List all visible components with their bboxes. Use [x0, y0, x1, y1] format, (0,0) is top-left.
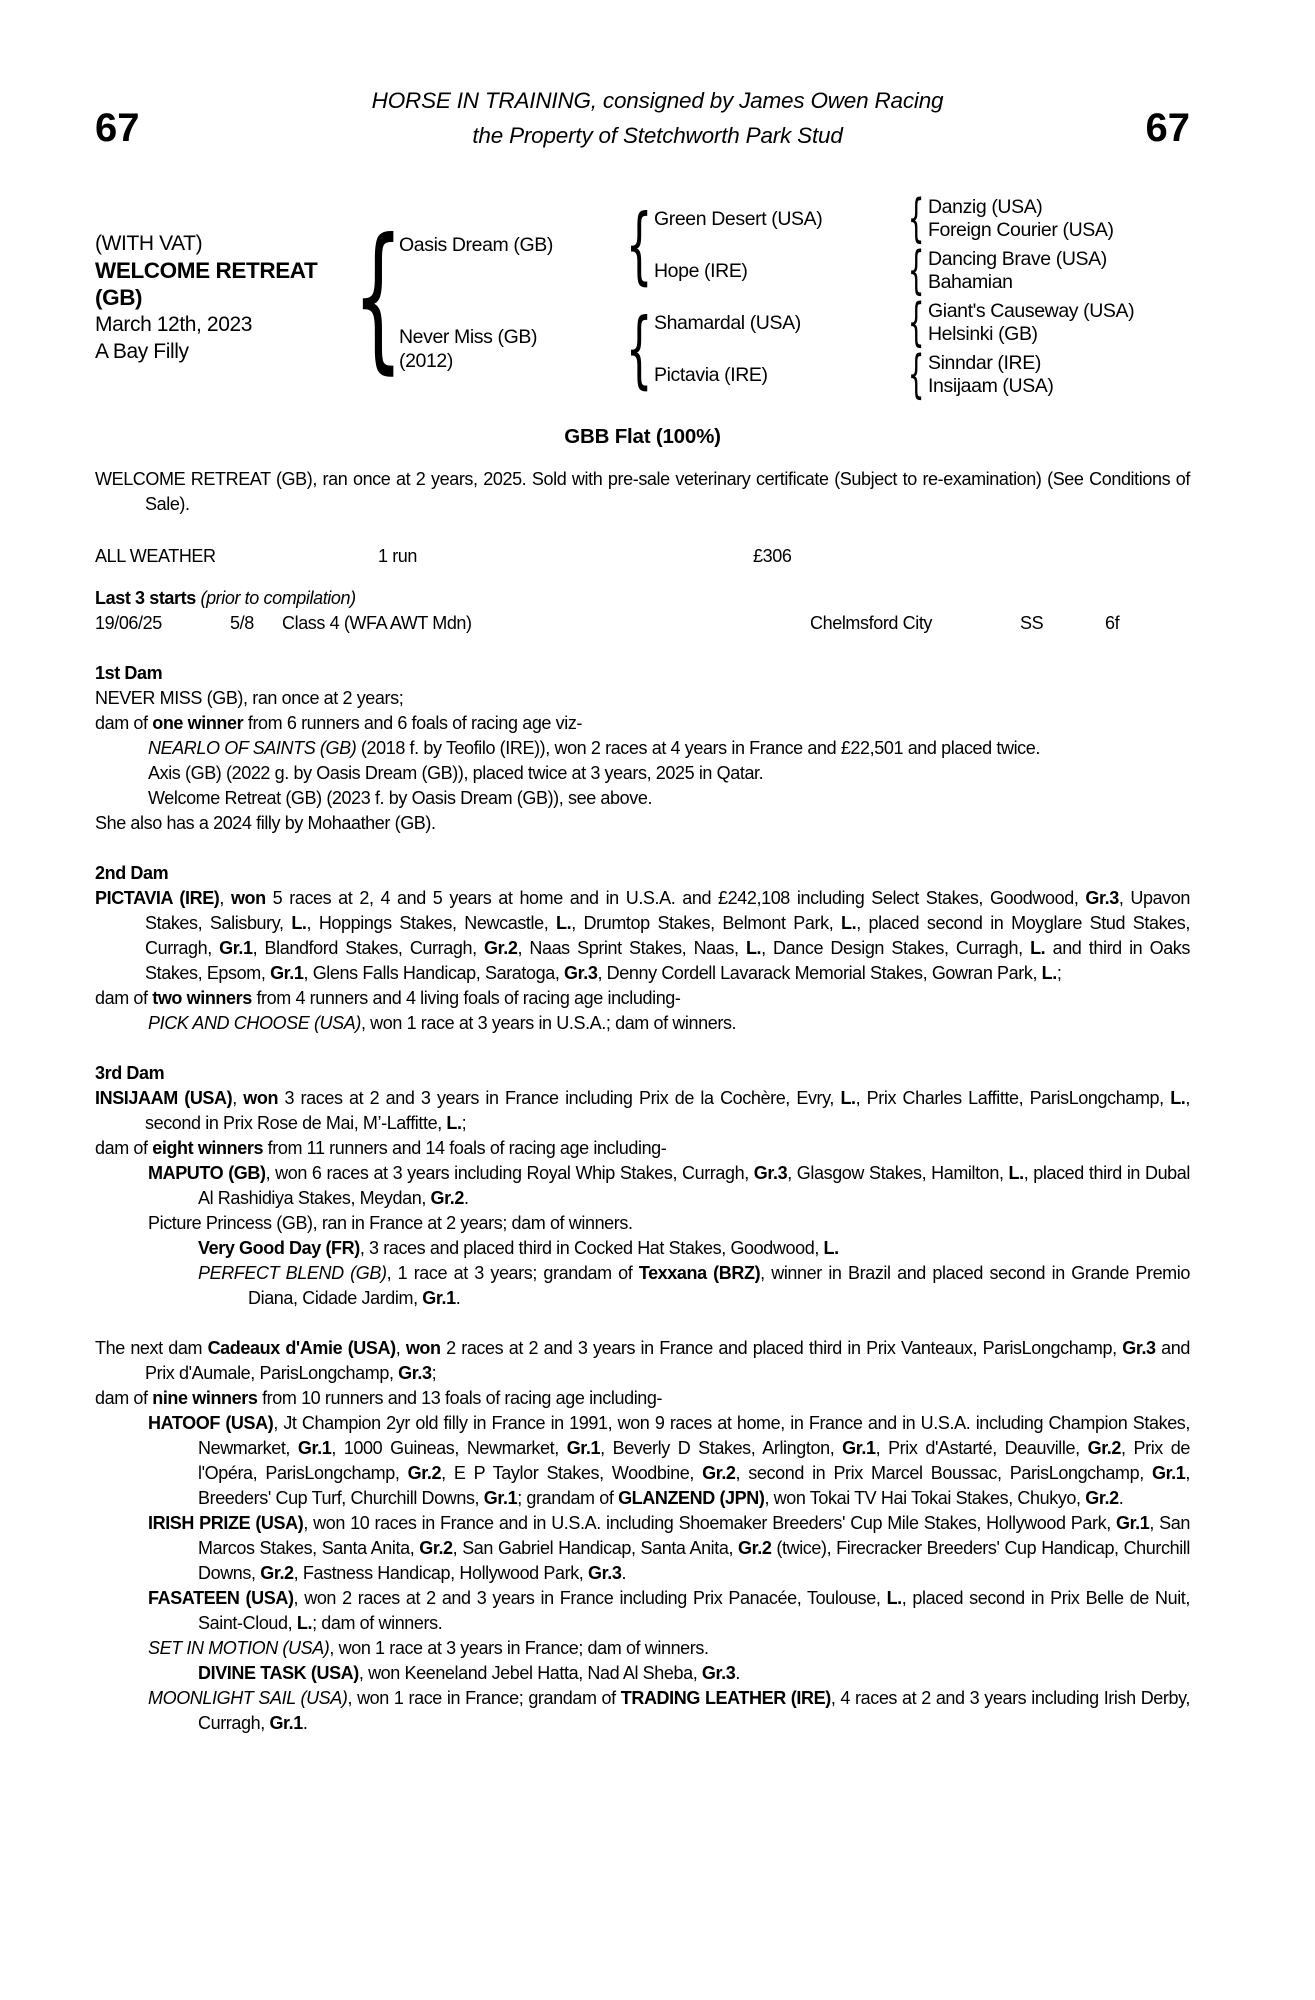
body-text: .	[735, 1663, 740, 1683]
emphasized-text: Gr.1	[1115, 1513, 1150, 1533]
emphasized-text: SET IN MOTION (USA)	[148, 1638, 330, 1658]
emphasized-text: Very Good Day (FR)	[198, 1238, 360, 1258]
pedigree-paragraph	[95, 1211, 1190, 1236]
pedigree-paragraph	[95, 1661, 1190, 1686]
body-text: 3 races at 2 and 3 years in France including Prix de la Cochère, Evry,	[278, 1088, 841, 1108]
emphasized-text: eight winners	[152, 1138, 264, 1158]
body-text: , San Gabriel Handicap, Santa Anita,	[452, 1538, 739, 1558]
body-text: , winner in Brazil and placed second in Grande Premio Diana, Cidade Jardim,	[248, 1263, 1190, 1308]
pedigree-paragraph	[95, 811, 1190, 836]
body-text: , won 6 races at 3 years including Royal Whip Stakes, Curragh,	[265, 1163, 754, 1183]
body-text: , 1000 Guineas, Newmarket,	[331, 1438, 567, 1458]
ancestor-name: Danzig (USA)	[928, 196, 1043, 218]
brace-icon: {	[907, 345, 925, 405]
body-text: ,	[395, 1338, 406, 1358]
body-text: , placed third in Dubal Al Rashidiya Stakes, Meydan,	[198, 1163, 1190, 1208]
body-text: ,	[232, 1088, 244, 1108]
body-text: , won Keeneland Jebel Hatta, Nad Al Sheba,	[358, 1663, 702, 1683]
ancestor-name: Giant's Causeway (USA)	[928, 300, 1135, 322]
ancestor-name: Bahamian	[928, 271, 1013, 293]
sire-name: Oasis Dream (GB)	[399, 234, 553, 256]
emphasized-text: Texxana (BRZ)	[638, 1263, 761, 1283]
dam-sire-branch	[654, 293, 1190, 353]
emphasized-text: nine winners	[152, 1388, 258, 1408]
race-going: SS	[1020, 613, 1044, 633]
emphasized-text: Gr.1	[269, 1713, 303, 1733]
emphasized-text: Gr.2	[430, 1188, 464, 1208]
brace-icon: {	[907, 241, 925, 301]
emphasized-text: INSIJAAM (USA)	[95, 1088, 233, 1108]
pedigree-paragraph	[95, 786, 1190, 811]
emphasized-text: Gr.2	[260, 1563, 294, 1583]
emphasized-text: NEARLO OF SAINTS (GB)	[148, 738, 357, 758]
pedigree-paragraph	[95, 1411, 1190, 1511]
emphasized-text: L.	[840, 1088, 856, 1108]
emphasized-text: IRISH PRIZE (USA)	[148, 1513, 304, 1533]
last-starts-heading	[95, 586, 1190, 611]
emphasized-text: Gr.3	[753, 1163, 788, 1183]
body-text: , Prix d'Astarté, Deauville,	[875, 1438, 1088, 1458]
emphasized-text: won	[243, 1088, 279, 1108]
body-text: The next dam	[95, 1338, 208, 1358]
foal-date: March 12th, 2023	[95, 312, 253, 336]
emphasized-text: TRADING LEATHER (IRE)	[620, 1688, 831, 1708]
body-text: , Beverly D Stakes, Arlington,	[600, 1438, 843, 1458]
race-course: Chelmsford City	[810, 613, 933, 633]
emphasized-text: one winner	[152, 713, 244, 733]
body-text: ; grandam of	[517, 1488, 619, 1508]
emphasized-text: Gr.2	[484, 938, 518, 958]
dam-section-heading: 2nd Dam	[95, 863, 169, 883]
body-text: ;	[431, 1363, 437, 1383]
emphasized-text: Gr.2	[1087, 1438, 1122, 1458]
sire-dam-name: Hope (IRE)	[654, 259, 748, 282]
body-text: 5 races at 2, 4 and 5 years at home and in U.S.A. and £242,108 including Select Stakes, Goodwood,	[265, 888, 1086, 908]
dam-sire-name: Shamardal (USA)	[654, 311, 801, 334]
brace-icon: {	[907, 189, 925, 249]
emphasized-text: Gr.3	[701, 1663, 736, 1683]
body-text: from 6 runners and 6 foals of racing age viz-	[243, 713, 583, 733]
emphasized-text: Gr.3	[1085, 888, 1119, 908]
prize-money: £306	[753, 546, 792, 566]
lot-number-right: 67	[1145, 106, 1190, 150]
body-text: from 11 runners and 14 foals of racing age including-	[263, 1138, 667, 1158]
race-start-row	[95, 611, 1190, 636]
body-text: , Upavon Stakes, Salisbury,	[145, 888, 1191, 933]
pedigree-paragraph	[95, 1386, 1190, 1411]
pedigree-paragraph	[95, 1011, 1190, 1036]
dam-branch	[399, 293, 1190, 405]
body-text: , Naas Sprint Stakes, Naas,	[517, 938, 746, 958]
earnings-row	[95, 544, 1190, 569]
body-text: , won 1 race at 3 years in France; dam of winners.	[329, 1638, 709, 1658]
body-text: , Jt Champion 2yr old filly in France in 1991, won 9 races at home, in France and in U.S.A. including Champion Stakes, Newmarket,	[198, 1413, 1191, 1458]
body-text: , 1 race at 3 years; grandam of	[386, 1263, 639, 1283]
pedigree-table	[95, 189, 1190, 405]
emphasized-text: Gr.1	[842, 1438, 876, 1458]
race-class: Class 4 (WFA AWT Mdn)	[282, 613, 472, 633]
emphasized-text: GLANZEND (JPN)	[618, 1488, 765, 1508]
body-text: , Breeders' Cup Turf, Churchill Downs,	[198, 1463, 1191, 1508]
pedigree-paragraph	[95, 1161, 1190, 1211]
dam-name-text: Never Miss (GB)	[399, 326, 538, 348]
pedigree-paragraph	[95, 1336, 1190, 1386]
brace-icon: {	[907, 293, 925, 353]
body-text: Picture Princess (GB), ran in France at 2 years; dam of winners.	[148, 1213, 633, 1233]
emphasized-text: Gr.3	[588, 1563, 622, 1583]
dam-sections	[95, 661, 1190, 1736]
body-text: from 4 runners and 4 living foals of racing age including-	[251, 988, 681, 1008]
emphasized-text: L.	[296, 1613, 313, 1633]
emphasized-text: PICK AND CHOOSE (USA)	[148, 1013, 361, 1033]
body-text: and third in Oaks Stakes, Epsom,	[145, 938, 1191, 983]
body-text: NEVER MISS (GB), ran once at 2 years;	[95, 688, 404, 708]
emphasized-text: Gr.1	[483, 1488, 518, 1508]
pedigree-paragraph	[95, 1636, 1190, 1661]
body-text: (twice), Firecracker Breeders' Cup Handicap, Churchill Downs,	[198, 1538, 1191, 1583]
dam-year: (2012)	[399, 350, 453, 372]
body-text: .	[1118, 1488, 1124, 1508]
body-text: , Glens Falls Handicap, Saratoga,	[303, 963, 565, 983]
body-text: .	[455, 1288, 461, 1308]
emphasized-text: Gr.2	[407, 1463, 442, 1483]
pedigree-paragraph	[95, 761, 1190, 786]
body-text: , 4 races at 2 and 3 years including Irish Derby, Curragh,	[198, 1688, 1190, 1733]
body-text: dam of	[95, 1138, 153, 1158]
ancestor-name: Insijaam (USA)	[928, 375, 1054, 397]
ancestor-name: Sinndar (IRE)	[928, 352, 1041, 374]
body-text: She also has a 2024 filly by Mohaather (GB).	[95, 813, 436, 833]
property-line: the Property of Stetchworth Park Stud	[472, 123, 843, 148]
emphasized-text: DIVINE TASK (USA)	[198, 1663, 359, 1683]
ancestor-name: Foreign Courier (USA)	[928, 219, 1114, 241]
emphasized-text: Gr.2	[419, 1538, 453, 1558]
emphasized-text: L.	[1041, 963, 1057, 983]
body-text: dam of	[95, 713, 153, 733]
body-text: ; dam of winners.	[312, 1613, 443, 1633]
body-text: , Fastness Handicap, Hollywood Park,	[293, 1563, 589, 1583]
body-text: , Glasgow Stakes, Hamilton,	[787, 1163, 1009, 1183]
emphasized-text: L.	[1008, 1163, 1024, 1183]
pedigree-paragraph	[95, 1236, 1190, 1261]
body-text: , E P Taylor Stakes, Woodbine,	[441, 1463, 703, 1483]
body-text: , Blandford Stakes, Curragh,	[252, 938, 484, 958]
last-starts-label: Last 3 starts	[95, 588, 196, 608]
emphasized-text: FASATEEN (USA)	[148, 1588, 294, 1608]
race-summary: WELCOME RETREAT (GB), ran once at 2 years, 2025. Sold with pre-sale veterinary certificate (Subject to re-examination) (See Conditions of Sale).	[95, 469, 1190, 514]
pedigree-paragraph	[95, 686, 1190, 711]
body-text: , Prix Charles Laffitte, ParisLongchamp,	[855, 1088, 1171, 1108]
ancestor-name: Dancing Brave (USA)	[928, 248, 1107, 270]
emphasized-text: two winners	[152, 988, 252, 1008]
emphasized-text: L.	[823, 1238, 839, 1258]
dam-section	[95, 861, 1190, 1036]
body-text: Axis (GB) (2022 g. by Oasis Dream (GB)), placed twice at 3 years, 2025 in Qatar.	[148, 763, 764, 783]
emphasized-text: Cadeaux d'Amie (USA)	[207, 1338, 396, 1358]
last-starts-note: (prior to compilation)	[200, 588, 356, 608]
dam-section	[95, 1061, 1190, 1311]
race-distance: 6f	[1105, 613, 1120, 633]
body-text: .	[621, 1563, 627, 1583]
body-text: ;	[1056, 963, 1062, 983]
body-text: , won 2 races at 2 and 3 years in France including Prix Panacée, Toulouse,	[293, 1588, 887, 1608]
brace-icon: {	[625, 300, 653, 398]
pedigree-paragraph	[95, 1086, 1190, 1136]
emphasized-text: Gr.3	[564, 963, 598, 983]
surface-label: ALL WEATHER	[95, 546, 216, 566]
body-text: , Prix de l'Opéra, ParisLongchamp,	[198, 1438, 1190, 1483]
race-position: 5/8	[230, 613, 254, 633]
consignor-line: HORSE IN TRAINING, consigned by James Owen Racing	[371, 88, 944, 113]
pedigree-paragraph	[95, 986, 1190, 1011]
horse-name: WELCOME RETREAT (GB)	[95, 257, 318, 310]
body-text: 2 races at 2 and 3 years in France and placed third in Prix Vanteaux, ParisLongchamp,	[440, 1338, 1123, 1358]
dam-section-heading: 1st Dam	[95, 663, 163, 683]
body-text: .	[302, 1713, 308, 1733]
emphasized-text: Gr.2	[702, 1463, 736, 1483]
body-text: Welcome Retreat (GB) (2023 f. by Oasis Dream (GB)), see above.	[148, 788, 653, 808]
pedigree-paragraph	[95, 711, 1190, 736]
dam-dam-name: Pictavia (IRE)	[654, 363, 768, 386]
emphasized-text: Gr.2	[1085, 1488, 1119, 1508]
emphasized-text: L.	[745, 938, 762, 958]
emphasized-text: L.	[291, 913, 307, 933]
emphasized-text: L.	[556, 913, 572, 933]
emphasized-text: L.	[446, 1113, 462, 1133]
horse-info	[95, 230, 357, 365]
dam-section	[95, 661, 1190, 836]
emphasized-text: Gr.1	[566, 1438, 601, 1458]
emphasized-text: won	[230, 888, 266, 908]
body-text: , Dance Design Stakes, Curragh,	[761, 938, 1031, 958]
pedigree-paragraph	[95, 1136, 1190, 1161]
emphasized-text: MOONLIGHT SAIL (USA)	[148, 1688, 348, 1708]
emphasized-text: Gr.3	[398, 1363, 432, 1383]
body-text: from 10 runners and 13 foals of racing age including-	[257, 1388, 663, 1408]
sire-branch	[399, 189, 1190, 301]
emphasized-text: Gr.1	[297, 1438, 332, 1458]
pedigree-paragraph	[95, 1586, 1190, 1636]
body-text: , won 10 races in France and in U.S.A. including Shoemaker Breeders' Cup Mile Stakes, Hollywood Park,	[303, 1513, 1116, 1533]
dam-name	[399, 325, 624, 373]
emphasized-text: MAPUTO (GB)	[148, 1163, 266, 1183]
vat-note: (WITH VAT)	[95, 231, 203, 255]
body-text: ;	[461, 1113, 467, 1133]
pedigree-paragraph	[95, 736, 1190, 761]
dam-section-heading: 3rd Dam	[95, 1063, 165, 1083]
body-text: , San Marcos Stakes, Santa Anita,	[198, 1513, 1190, 1558]
emphasized-text: L.	[886, 1588, 902, 1608]
body-text: and Prix d'Aumale, ParisLongchamp,	[145, 1338, 1191, 1383]
pedigree-paragraph	[95, 1261, 1190, 1311]
emphasized-text: PICTAVIA (IRE)	[95, 888, 220, 908]
body-text: , placed second in Moyglare Stud Stakes, Curragh,	[145, 913, 1190, 958]
emphasized-text: Gr.1	[1151, 1463, 1186, 1483]
body-text: dam of	[95, 1388, 153, 1408]
dam-dam-branch	[654, 345, 1190, 405]
body-text: (2018 f. by Teofilo (IRE)), won 2 races at 4 years in France and £22,501 and placed twice.	[356, 738, 1040, 758]
body-text: , 3 races and placed third in Cocked Hat Stakes, Goodwood,	[359, 1238, 824, 1258]
emphasized-text: L.	[1170, 1088, 1186, 1108]
emphasized-text: Gr.1	[219, 938, 253, 958]
body-text: .	[463, 1188, 469, 1208]
body-text: ,	[219, 888, 231, 908]
body-text: , won 1 race at 3 years in U.S.A.; dam of winners.	[360, 1013, 737, 1033]
body-text: , Denny Cordell Lavarack Memorial Stakes, Gowran Park,	[597, 963, 1042, 983]
body-text: , Hoppings Stakes, Newcastle,	[306, 913, 557, 933]
sire-sire-branch	[654, 189, 1190, 249]
pedigree-paragraph	[95, 886, 1190, 986]
body-text: , won 1 race in France; grandam of	[347, 1688, 621, 1708]
body-text: , won Tokai TV Hai Tokai Stakes, Chukyo,	[764, 1488, 1086, 1508]
emphasized-text: Gr.2	[738, 1538, 772, 1558]
brace-icon: {	[352, 205, 404, 389]
runs-count: 1 run	[378, 546, 418, 566]
body-text: , placed second in Prix Belle de Nuit, Saint-Cloud,	[198, 1588, 1190, 1633]
ancestor-name: Helsinki (GB)	[928, 323, 1038, 345]
scheme-label: GBB Flat (100%)	[564, 425, 721, 448]
body-text: , second in Prix Rose de Mai, M’-Laffitte,	[145, 1088, 1191, 1133]
pedigree-paragraph	[95, 1511, 1190, 1586]
sire-sire-name: Green Desert (USA)	[654, 207, 823, 230]
emphasized-text: Gr.3	[1122, 1338, 1156, 1358]
emphasized-text: won	[405, 1338, 441, 1358]
race-date: 19/06/25	[95, 613, 162, 633]
emphasized-text: L.	[1030, 938, 1046, 958]
emphasized-text: HATOOF (USA)	[148, 1413, 274, 1433]
body-text: dam of	[95, 988, 153, 1008]
sire-dam-branch	[654, 241, 1190, 301]
dam-section	[95, 1336, 1190, 1736]
body-text: , second in Prix Marcel Boussac, ParisLongchamp,	[735, 1463, 1152, 1483]
emphasized-text: Gr.1	[270, 963, 304, 983]
emphasized-text: Gr.1	[422, 1288, 456, 1308]
page-header	[0, 88, 1315, 149]
emphasized-text: L.	[841, 913, 857, 933]
lot-number-left: 67	[95, 106, 140, 150]
body-text: , Drumtop Stakes, Belmont Park,	[571, 913, 842, 933]
brace-icon: {	[625, 196, 653, 294]
pedigree-paragraph	[95, 1686, 1190, 1736]
emphasized-text: PERFECT BLEND (GB)	[198, 1263, 387, 1283]
color-sex: A Bay Filly	[95, 339, 189, 363]
